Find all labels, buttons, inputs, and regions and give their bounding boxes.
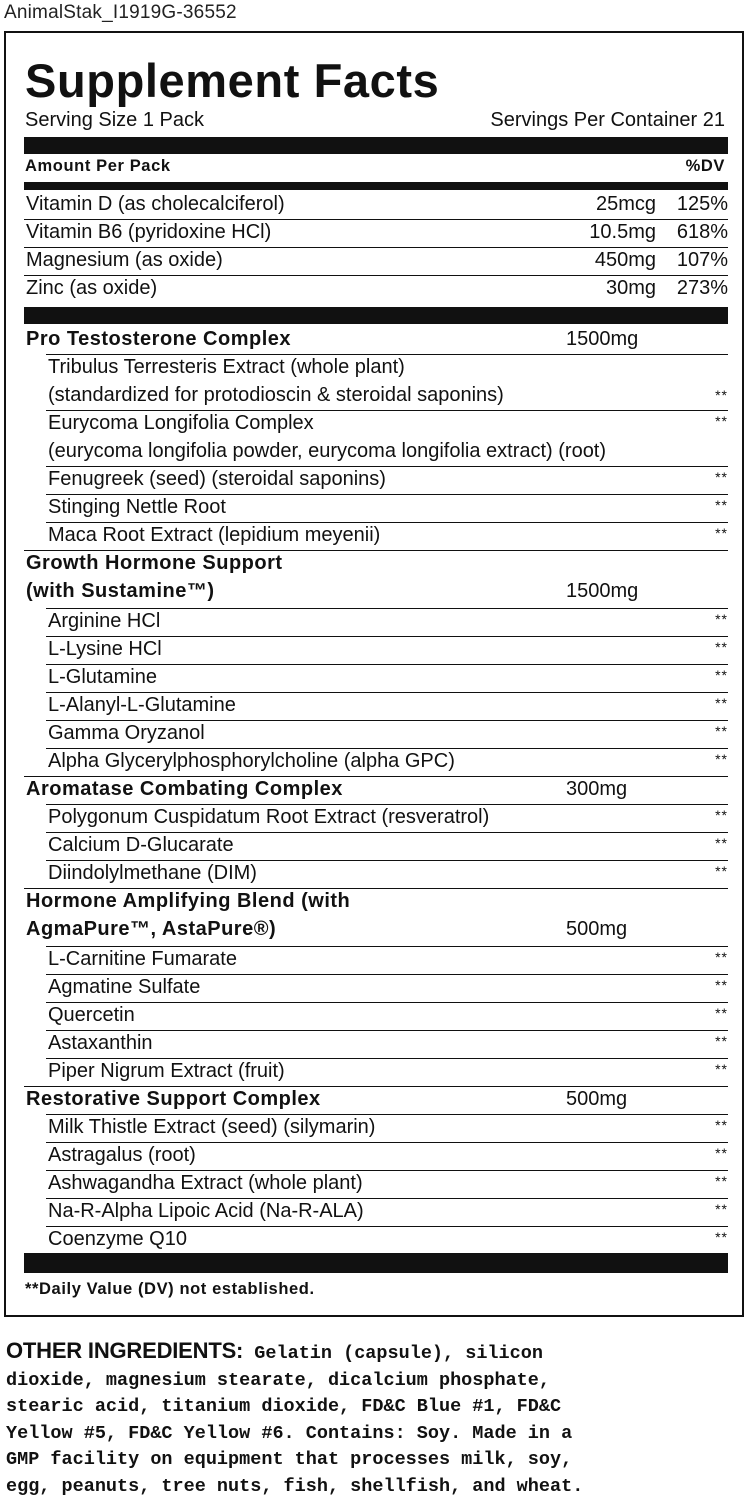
serving-size: Serving Size 1 Pack bbox=[25, 109, 204, 131]
vitamin-row bbox=[24, 219, 728, 247]
ingredient-name: Diindolylmethane (DIM) bbox=[48, 862, 257, 884]
ingredient-name: Astragalus (root) bbox=[48, 1144, 196, 1166]
other-ingredients-text: Gelatin (capsule), silicon dioxide, magnesium stearate, dicalcium phosphate, stearic acid, titanium dioxide, FD&C Blue #1, FD&C Yellow #5, FD&C Yellow #6. Contains: Soy. Made in a GMP facility on equipment that processes milk, soy, egg, peanuts, tree nuts, fish, shellfish, and wheat. bbox=[6, 1343, 584, 1497]
complex-amount: 500mg bbox=[566, 1088, 628, 1110]
ingredient-name: Alpha Glycerylphosphorylcholine (alpha GPC) bbox=[48, 750, 455, 772]
nutrient-amount: 10.5mg bbox=[589, 221, 656, 243]
nutrient-name: Vitamin D (as cholecalciferol) bbox=[26, 193, 285, 215]
nutrient-amount: 450mg bbox=[594, 249, 656, 271]
complex-heading bbox=[24, 1086, 728, 1114]
ingredient-name: Maca Root Extract (lepidium meyenii) bbox=[48, 524, 381, 546]
ingredient-name: L-Carnitine Fumarate bbox=[48, 948, 237, 970]
dv-not-established: ** bbox=[715, 1145, 728, 1161]
complex-heading bbox=[24, 888, 728, 946]
vitamin-row bbox=[24, 275, 728, 303]
dv-not-established: ** bbox=[715, 695, 728, 711]
vitamin-row bbox=[24, 247, 728, 275]
ingredient-row bbox=[24, 410, 728, 466]
dv-not-established: ** bbox=[715, 1005, 728, 1021]
dv-not-established: ** bbox=[715, 977, 728, 993]
ingredient-row bbox=[24, 860, 728, 888]
dv-not-established: ** bbox=[715, 835, 728, 851]
ingredient-row bbox=[24, 1030, 728, 1058]
ingredient-row bbox=[24, 720, 728, 748]
complex-amount: 1500mg bbox=[566, 328, 639, 350]
supplement-facts-panel bbox=[4, 31, 744, 1317]
nutrient-dv: 125% bbox=[676, 193, 728, 215]
complex-name: Aromatase Combating Complex bbox=[26, 778, 343, 800]
complex-name: Hormone Amplifying Blend (with bbox=[26, 890, 351, 912]
dv-not-established: ** bbox=[715, 723, 728, 739]
ingredient-row bbox=[24, 1226, 728, 1254]
nutrient-dv: 618% bbox=[676, 221, 728, 243]
ingredient-name: Stinging Nettle Root bbox=[48, 496, 226, 518]
nutrient-name: Magnesium (as oxide) bbox=[26, 249, 223, 271]
dv-header: %DV bbox=[685, 157, 725, 175]
ingredient-detail: (eurycoma longifolia powder, eurycoma longifolia extract) (root) bbox=[48, 440, 607, 462]
dv-not-established: ** bbox=[715, 1201, 728, 1217]
ingredient-name: Gamma Oryzanol bbox=[48, 722, 205, 744]
dv-not-established: ** bbox=[715, 1061, 728, 1077]
ingredient-name: Polygonum Cuspidatum Root Extract (resveratrol) bbox=[48, 806, 490, 828]
ingredient-name: Piper Nigrum Extract (fruit) bbox=[48, 1060, 285, 1082]
dv-not-established: ** bbox=[715, 639, 728, 655]
complex-name-line2: (with Sustamine™) bbox=[26, 580, 215, 602]
complex-name: Restorative Support Complex bbox=[26, 1088, 321, 1110]
nutrient-dv: 107% bbox=[676, 249, 728, 271]
medium-rule bbox=[24, 182, 728, 190]
nutrient-amount: 25mcg bbox=[595, 193, 656, 215]
complex-heading bbox=[24, 550, 728, 608]
dv-not-established: ** bbox=[715, 1033, 728, 1049]
ingredient-name: Arginine HCl bbox=[48, 610, 161, 632]
dv-not-established: ** bbox=[715, 1229, 728, 1245]
ingredient-name: L-Glutamine bbox=[48, 666, 157, 688]
thick-rule-bottom bbox=[24, 1253, 728, 1273]
ingredient-name: Milk Thistle Extract (seed) (silymarin) bbox=[48, 1116, 376, 1138]
panel-title: Supplement Facts bbox=[25, 54, 440, 107]
ingredient-name: Quercetin bbox=[48, 1004, 135, 1026]
footnote: **Daily Value (DV) not established. bbox=[25, 1280, 315, 1298]
ingredient-row bbox=[24, 1002, 728, 1030]
complex-amount: 300mg bbox=[566, 778, 628, 800]
ingredient-row bbox=[24, 692, 728, 720]
ingredient-name: Eurycoma Longifolia Complex bbox=[48, 412, 314, 434]
dv-not-established: ** bbox=[715, 525, 728, 541]
other-ingredients bbox=[6, 1338, 586, 1500]
ingredient-row bbox=[24, 608, 728, 636]
ingredient-row bbox=[24, 494, 728, 522]
vitamin-row bbox=[24, 191, 728, 219]
ingredient-detail: (standardized for protodioscin & steroidal saponins) bbox=[48, 384, 504, 406]
ingredient-name: L-Lysine HCl bbox=[48, 638, 162, 660]
dv-not-established: ** bbox=[715, 863, 728, 879]
other-ingredients-label: OTHER INGREDIENTS: bbox=[6, 1338, 244, 1363]
ingredient-name: Astaxanthin bbox=[48, 1032, 153, 1054]
ingredient-row bbox=[24, 1142, 728, 1170]
ingredient-row bbox=[24, 1198, 728, 1226]
ingredient-row bbox=[24, 974, 728, 1002]
complex-amount: 500mg bbox=[566, 918, 628, 940]
nutrient-name: Zinc (as oxide) bbox=[26, 277, 158, 299]
dv-not-established: ** bbox=[715, 751, 728, 767]
complex-name: Pro Testosterone Complex bbox=[26, 328, 292, 350]
complex-amount: 1500mg bbox=[566, 580, 639, 602]
ingredient-name: Tribulus Terresteris Extract (whole plant) bbox=[48, 356, 405, 378]
ingredient-row bbox=[24, 466, 728, 494]
dv-not-established: ** bbox=[715, 469, 728, 485]
dv-not-established: ** bbox=[715, 807, 728, 823]
ingredient-row bbox=[24, 354, 728, 410]
complex-heading bbox=[24, 326, 728, 354]
ingredient-row bbox=[24, 522, 728, 550]
ingredient-row bbox=[24, 832, 728, 860]
ingredient-row bbox=[24, 1170, 728, 1198]
ingredient-name: Na-R-Alpha Lipoic Acid (Na-R-ALA) bbox=[48, 1200, 364, 1222]
complex-name-line2: AgmaPure™, AstaPure®) bbox=[26, 918, 277, 940]
ingredient-name: Coenzyme Q10 bbox=[48, 1228, 187, 1250]
ingredient-row bbox=[24, 636, 728, 664]
ingredient-name: Agmatine Sulfate bbox=[48, 976, 201, 998]
dv-not-established: ** bbox=[715, 387, 728, 403]
ingredient-name: Fenugreek (seed) (steroidal saponins) bbox=[48, 468, 386, 490]
dv-not-established: ** bbox=[715, 413, 728, 429]
dv-not-established: ** bbox=[715, 1173, 728, 1189]
ingredient-name: Calcium D-Glucarate bbox=[48, 834, 234, 856]
ingredient-row bbox=[24, 1058, 728, 1086]
dv-not-established: ** bbox=[715, 611, 728, 627]
complex-name: Growth Hormone Support bbox=[26, 552, 283, 574]
dv-not-established: ** bbox=[715, 1117, 728, 1133]
dv-not-established: ** bbox=[715, 667, 728, 683]
ingredient-name: Ashwagandha Extract (whole plant) bbox=[48, 1172, 363, 1194]
thick-rule bbox=[24, 137, 728, 154]
ingredient-row bbox=[24, 946, 728, 974]
ingredient-row bbox=[24, 804, 728, 832]
nutrient-name: Vitamin B6 (pyridoxine HCl) bbox=[26, 221, 272, 243]
ingredient-name: L-Alanyl-L-Glutamine bbox=[48, 694, 236, 716]
ingredient-row bbox=[24, 748, 728, 776]
ingredient-row bbox=[24, 664, 728, 692]
thick-rule-2 bbox=[24, 307, 728, 324]
dv-not-established: ** bbox=[715, 497, 728, 513]
file-identifier: AnimalStak_I1919G-36552 bbox=[4, 2, 237, 23]
ingredient-row bbox=[24, 1114, 728, 1142]
nutrient-amount: 30mg bbox=[605, 277, 656, 299]
servings-per-container: Servings Per Container 21 bbox=[490, 109, 725, 131]
complex-heading bbox=[24, 776, 728, 804]
amount-per-pack-header: Amount Per Pack bbox=[25, 157, 171, 175]
dv-not-established: ** bbox=[715, 949, 728, 965]
nutrient-dv: 273% bbox=[676, 277, 728, 299]
